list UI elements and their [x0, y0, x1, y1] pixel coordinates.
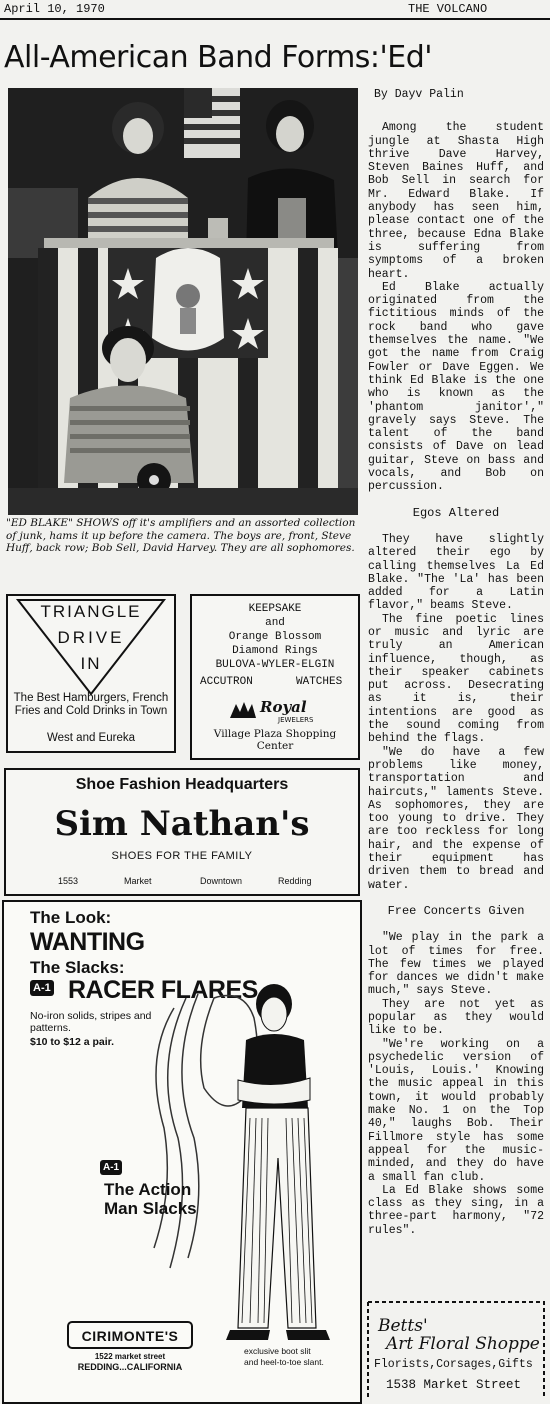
article-paragraph: Among the student jungle at Shasta High thrive Dave Harvey, Steven Baines Huff, and Bob Sell in search for Mr. Edward Blake. If anybody has seen him, please contact one of the three, because Edna Blake is suffering from symptoms of a broken heart. [368, 121, 544, 281]
racer-look: The Look: [30, 908, 112, 927]
subhead-free-concerts: Free Concerts Given [387, 903, 525, 918]
cirimontes-addr2: REDDING...CALIFORNIA [77, 1362, 183, 1372]
band-photo-illustration [8, 88, 358, 515]
triangle-line3: IN [80, 654, 102, 673]
band-photo [8, 88, 358, 515]
photo-caption: "ED BLAKE" SHOWS off it's amplifiers and an assorted collection of junk, hams it up before the camera. The boys are, front, Steve Huff, back row; Bob Sell, David Harvey. They are all sophomores. [6, 517, 356, 554]
ad-triangle-drive-in [6, 594, 176, 753]
article-paragraph: La Ed Blake shows some class as they sing, in a three-part harmony, "72 rules". [368, 1183, 544, 1237]
headline: All-American Band Forms:'Ed' [4, 40, 433, 75]
cirimontes-logo [64, 1316, 196, 1382]
racer-slacks: The Slacks: [30, 958, 125, 977]
royal-jewelers-logo-art [226, 696, 326, 724]
ad-betts-art-floral [366, 1300, 546, 1400]
cirimontes-addr1: 1522 market street [94, 1352, 166, 1361]
keepsake-location: Village Plaza Shopping Center [213, 728, 337, 752]
sim-name: Sim Nathan's [54, 804, 310, 844]
triangle-address: West and Eureka [46, 732, 135, 744]
racer-illustration [134, 968, 354, 1368]
action-slacks [104, 1180, 197, 1218]
cirimontes-name: CIRIMONTE'S [81, 1328, 179, 1344]
boot-line1: exclusive boot slit [244, 1346, 311, 1356]
ad-racer-flares [2, 900, 362, 1404]
boot-line2: and heel-to-toe slant. [244, 1357, 324, 1367]
masthead-rule [0, 18, 550, 20]
svg-text:Royal: Royal [260, 698, 307, 716]
article-paragraph: They are not yet as popular as they would like to be. [368, 997, 544, 1038]
keepsake-watches: WATCHES [296, 676, 343, 688]
racer-price: $10 to $12 a pair. [30, 1036, 115, 1048]
article-paragraph: They have slightly altered their ego by calling themselves La Ed Blake. "The 'La' has been added for a Latin flavor," beams Steve. [368, 532, 544, 613]
paper-name: THE VOLCANO [408, 2, 488, 16]
action-brand-badge: A-1 [100, 1160, 122, 1175]
triangle-line2: DRIVE [57, 628, 125, 647]
subhead-egos-altered: Egos Altered [412, 505, 500, 520]
sim-area: Downtown [200, 876, 243, 886]
racer-desc: No-iron solids, stripes and patterns. [30, 1010, 152, 1034]
triangle-body: The Best Hamburgers, French Fries and Cold Drinks in Town [13, 692, 169, 717]
keepsake-line4: Diamond Rings [232, 645, 318, 657]
cirimontes-logo-art [64, 1316, 196, 1382]
sim-num: 1553 [58, 876, 79, 886]
byline: By Dayv Palin [374, 88, 464, 101]
betts-address: 1538 Market Street [386, 1378, 522, 1392]
royal-jewelers-logo [226, 696, 326, 724]
article-paragraph: "We play in the park a lot of times for free. The few times we played for dances we didn't make much," says Steve. [368, 931, 544, 998]
sim-top: Shoe Fashion Headquarters [75, 776, 289, 793]
keepsake-line3: Orange Blossom [228, 631, 322, 643]
racer-wanting: WANTING [30, 928, 145, 956]
article-paragraph: "We're working on a psychedelic version of 'Louis, Louis.' Knowing the music appeal in this town, it would probably make No. 1 on the Top 40," laughs Bob. Their Fillmore style has some appeal for the music-minded, and they do have a small fan club. [368, 1037, 544, 1184]
issue-date: April 10, 1970 [4, 2, 105, 16]
racer-brand-badge: A-1 [30, 980, 54, 996]
keepsake-accutron: ACCUTRON [200, 676, 253, 688]
svg-text:JEWELERS: JEWELERS [278, 716, 314, 724]
triangle-line1: TRIANGLE [40, 602, 142, 621]
racer-headline: RACER FLARES [68, 976, 258, 1004]
betts-line: Florists,Corsages,Gifts [374, 1358, 533, 1371]
boot-slit-text [244, 1346, 324, 1368]
keepsake-line1: KEEPSAKE [248, 603, 302, 615]
betts-name2: Art Floral Shoppe [386, 1334, 540, 1354]
keepsake-lines [192, 602, 358, 672]
ad-sim-nathans [4, 768, 360, 896]
action-line1: The Action [104, 1180, 192, 1199]
sim-city: Redding [278, 876, 312, 886]
keepsake-line5: BULOVA-WYLER-ELGIN [215, 659, 335, 671]
article-body [368, 88, 544, 1237]
betts-name1: Betts' [378, 1316, 428, 1336]
article-paragraph: "We do have a few problems like money, transportation and haircuts," laments Steve. As sophomores, they are too young to drive. They are too reckless for long hair, and the expense of their equipment has driven them to bread and water. [368, 745, 544, 892]
article-paragraph: The fine poetic lines or music and lyric are truly an American influence, though, as their speaker cabinets put across. Desecrating as it is, their intentions are good as the sound coming from behind the flags. [368, 612, 544, 746]
ad-keepsake-royal-jewelers [190, 594, 360, 760]
sim-tag: SHOES FOR THE FAMILY [111, 850, 253, 862]
sim-street: Market [124, 876, 152, 886]
action-line2: Man Slacks [104, 1199, 197, 1218]
small-flag [184, 88, 240, 158]
article-paragraph: Ed Blake actually originated from the fictitious minds of the rock band who gave themselves the name. "We got the name from Craig Fowler or Dave Eggen. We think Ed Blake is the one who is known as the 'phantom janitor'," gravely says Steve. The talent of the band consists of Dave on lead guitar, Steve on bass and vocals, and Bob on percussion. [368, 280, 544, 494]
keepsake-line2: and [265, 617, 285, 629]
